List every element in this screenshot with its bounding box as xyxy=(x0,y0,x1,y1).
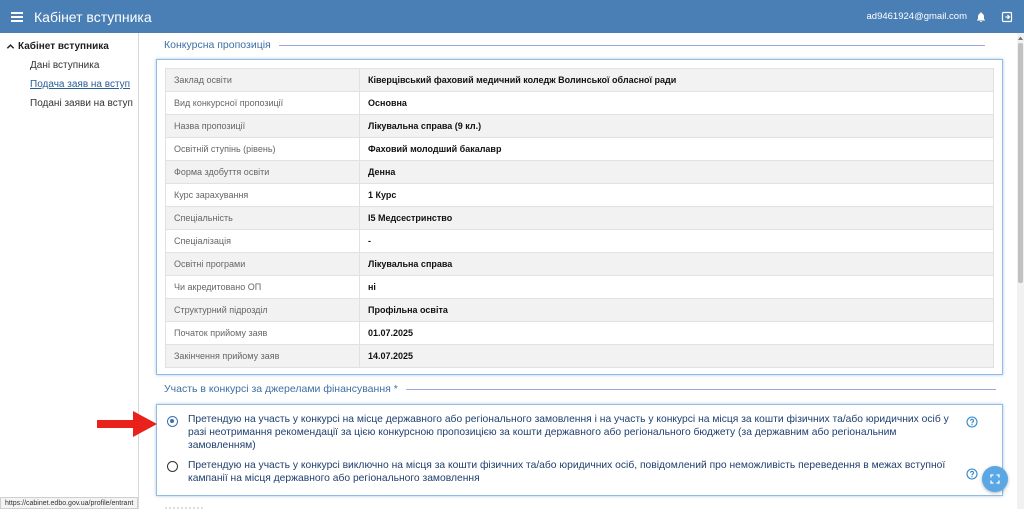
sidebar-item-submit-application[interactable]: Подача заяв на вступ xyxy=(30,79,131,90)
row-value: - xyxy=(360,230,994,253)
radio-button-contract-only[interactable] xyxy=(167,461,178,472)
row-value: 01.07.2025 xyxy=(360,322,994,345)
user-email[interactable]: ad9461924@gmail.com xyxy=(866,11,967,22)
row-label: Закінчення прийому заяв xyxy=(166,345,360,368)
sidebar-root[interactable] xyxy=(6,41,109,52)
row-label: Структурний підрозділ xyxy=(166,299,360,322)
row-value: Основна xyxy=(360,92,994,115)
row-label: Спеціалізація xyxy=(166,230,360,253)
table-row xyxy=(166,207,994,230)
radio-button-state-order[interactable] xyxy=(167,416,178,427)
funding-options-panel xyxy=(156,404,1003,496)
offer-table xyxy=(165,68,994,368)
table-row xyxy=(166,322,994,345)
top-bar xyxy=(0,0,1024,33)
bell-icon[interactable] xyxy=(975,11,987,23)
row-label: Вид конкурсної пропозиції xyxy=(166,92,360,115)
sidebar-item-submitted-applications[interactable]: Подані заяви на вступ xyxy=(30,98,133,109)
row-label: Освітній ступінь (рівень) xyxy=(166,138,360,161)
table-row xyxy=(166,138,994,161)
table-row xyxy=(166,92,994,115)
scroll-up-arrow-icon[interactable] xyxy=(1017,35,1024,41)
row-label: Курс зарахування xyxy=(166,184,360,207)
row-value: 14.07.2025 xyxy=(360,345,994,368)
section-competitive-offer xyxy=(164,39,985,51)
chevron-up-icon xyxy=(6,42,15,51)
row-label: Початок прийому заяв xyxy=(166,322,360,345)
table-row xyxy=(166,161,994,184)
row-label: Назва пропозиції xyxy=(166,115,360,138)
scrollbar-thumb[interactable] xyxy=(1018,43,1023,283)
menu-icon[interactable] xyxy=(11,12,23,22)
row-label: Чи акредитовано ОП xyxy=(166,276,360,299)
help-icon[interactable] xyxy=(966,416,978,428)
scrollbar[interactable] xyxy=(1017,33,1024,509)
row-value: Лікувальна справа (9 кл.) xyxy=(360,115,994,138)
section-divider xyxy=(406,389,996,390)
row-value: Денна xyxy=(360,161,994,184)
table-row xyxy=(166,299,994,322)
floating-action-button[interactable] xyxy=(982,466,1008,492)
row-value: I5 Медсестринство xyxy=(360,207,994,230)
row-value: 1 Курс xyxy=(360,184,994,207)
row-label: Освітні програми xyxy=(166,253,360,276)
table-row xyxy=(166,345,994,368)
logout-icon[interactable] xyxy=(1001,11,1013,23)
row-value: Фаховий молодший бакалавр xyxy=(360,138,994,161)
row-value: Профільна освіта xyxy=(360,299,994,322)
funding-option-label: Претендую на участь у конкурсі виключно на місця за кошти фізичних та/або юридичних осіб, повідомлений про неможливість переведення в межах вступної кампанії на місця державного або регіонального замовлення xyxy=(188,460,946,484)
red-arrow-annotation xyxy=(97,409,159,439)
help-icon[interactable] xyxy=(966,468,978,480)
status-url: https://cabinet.edbo.gov.ua/profile/entrant xyxy=(0,497,138,509)
row-value: Ківерцівський фаховий медичний коледж Волинської обласної ради xyxy=(360,69,994,92)
table-row xyxy=(166,184,994,207)
sidebar-root-label: Кабінет вступника xyxy=(18,41,109,52)
table-row xyxy=(166,69,994,92)
main-content xyxy=(139,33,1017,509)
table-row xyxy=(166,253,994,276)
row-label: Форма здобуття освіти xyxy=(166,161,360,184)
table-row xyxy=(166,230,994,253)
app-title: Кабінет вступника xyxy=(34,8,152,25)
row-value: ні xyxy=(360,276,994,299)
section-funding xyxy=(164,383,996,395)
row-label: Заклад освіти xyxy=(166,69,360,92)
section-divider xyxy=(279,45,985,46)
table-row xyxy=(166,115,994,138)
table-row xyxy=(166,276,994,299)
row-value: Лікувальна справа xyxy=(360,253,994,276)
competitive-offer-panel xyxy=(156,59,1003,375)
expand-icon xyxy=(989,473,1001,485)
row-label: Спеціальність xyxy=(166,207,360,230)
section-title: Конкурсна пропозиція xyxy=(164,39,271,51)
section-title: Участь в конкурсі за джерелами фінансування * xyxy=(164,383,398,395)
funding-option-label: Претендую на участь у конкурсі на місце державного або регіонального замовлення і на участь у конкурсі на місця за кошти фізичних та/або юридичних осіб у разі неотримання рекомендації за цією конкурсною пропозицією за кошти державного або регіонального бюджету (за державним або регіональним замовленням) xyxy=(188,414,949,451)
sidebar-item-applicant-data[interactable]: Дані вступника xyxy=(30,60,100,71)
